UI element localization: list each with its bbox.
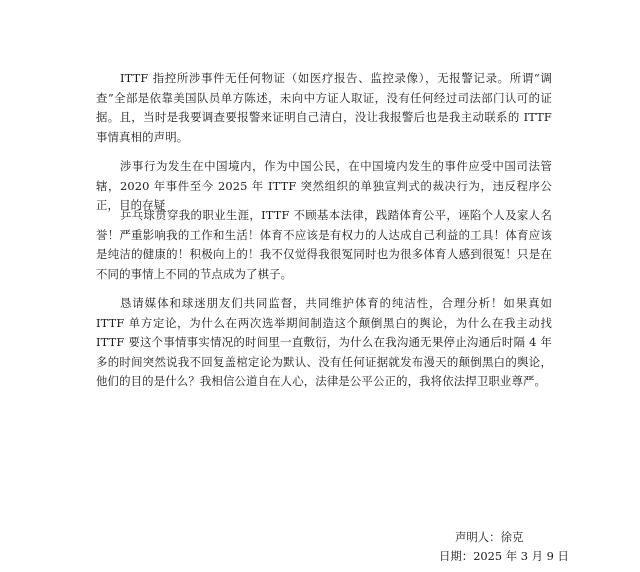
signature-date-line: [439, 547, 569, 565]
paragraph-career: 乒乓球贯穿我的职业生涯，ITTF 不顾基本法律，践踏体育公平，诬陷个人及家人名誉！严重影响我的工作和生活！体育不应该是有权力的人达成自己利益的工具！体育应该是纯洁的健康的！积极向上的！我不仅觉得我很冤同时也为很多体育人感到很冤！只是在不同的事情上不同的节点成为了棋子。: [96, 208, 552, 281]
signature-date-label: 日期：: [439, 549, 474, 563]
signature-date: 2025 年 3 月 9 日: [473, 549, 569, 563]
signature-name-label: 声明人：: [455, 530, 501, 544]
paragraph-jurisdiction: 涉事行为发生在中国境内，作为中国公民，在中国境内发生的事件应受中国司法管辖，2020 年事件至今 2025 年 ITTF 突然组织的单独宣判式的裁决行为，违反程序公正，目的存疑: [96, 159, 552, 212]
paragraph-appeal: 恳请媒体和球迷朋友们共同监督，共同维护体育的纯洁性，合理分析！如果真如 ITTF 单方定论，为什么在两次选举期间制造这个颠倒黑白的舆论，为什么在我主动找 ITTF 要这个事情事实情况的时间里一直敷衍，为什么在我沟通无果停止沟通后时隔 4 年多的时间突然说我不回复盖棺定论为默认、没有任何证据就发布漫天的颠倒黑白的舆论，他们的目的是什么？我相信公道自在人心，法律是公平公正的，我将依法捍卫职业尊严。: [96, 296, 552, 388]
signature-name-line: [455, 528, 523, 546]
signature-name: 徐克: [500, 530, 524, 544]
paragraph-evidence: ITTF 指控所涉事件无任何物证（如医疗报告、监控录像），无报警记录。所谓“调查”全部是依靠美国队员单方陈述，未向中方证人取证，没有任何经过司法部门认可的证据。且，当时是我要调查要报警来证明自己清白，没让我报警后也是我主动联系的 ITTF 事情真相的声明。: [96, 71, 552, 144]
